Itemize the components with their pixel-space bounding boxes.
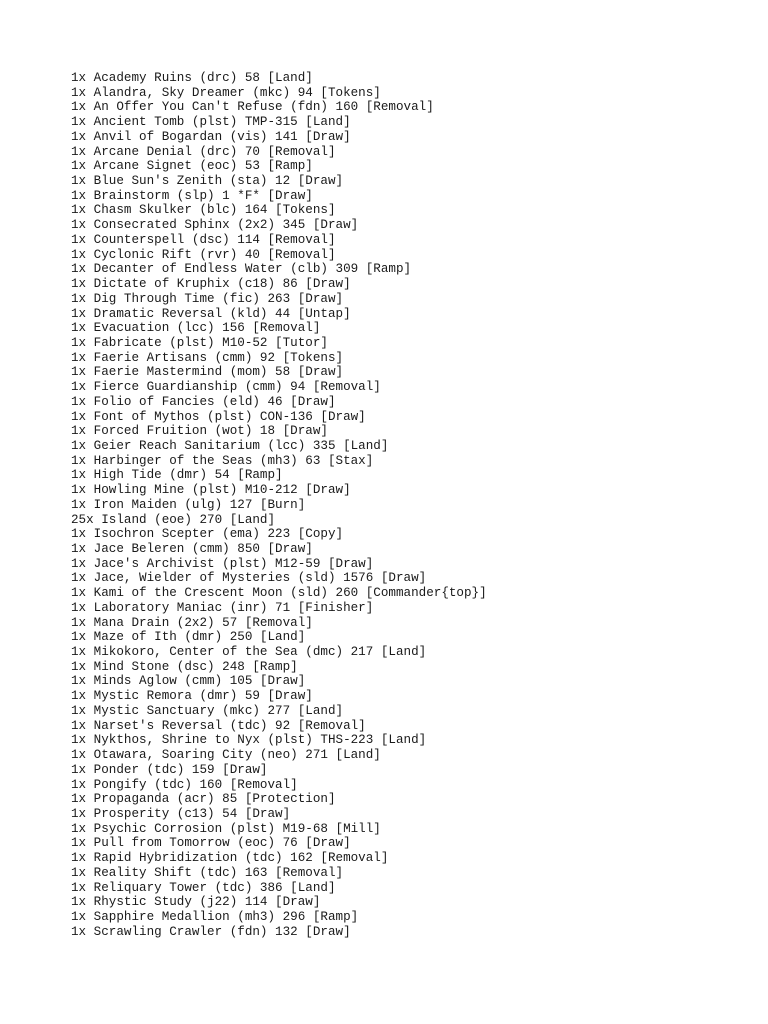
deck-list-line: 1x An Offer You Can't Refuse (fdn) 160 [Removal] xyxy=(71,100,434,115)
deck-list-line: 1x Psychic Corrosion (plst) M19-68 [Mill] xyxy=(71,821,381,836)
deck-list-line: 1x Forced Fruition (wot) 18 [Draw] xyxy=(71,424,328,439)
deck-list-line: 1x Propaganda (acr) 85 [Protection] xyxy=(71,792,336,807)
deck-list-line: 1x Mind Stone (dsc) 248 [Ramp] xyxy=(71,659,298,674)
deck-list-line: 1x Alandra, Sky Dreamer (mkc) 94 [Tokens] xyxy=(71,85,381,100)
deck-list-line: 1x Mana Drain (2x2) 57 [Removal] xyxy=(71,615,313,630)
deck-list-line: 1x Harbinger of the Seas (mh3) 63 [Stax] xyxy=(71,453,374,468)
deck-list-line: 1x Fierce Guardianship (cmm) 94 [Removal] xyxy=(71,380,381,395)
deck-list-line: 25x Island (eoe) 270 [Land] xyxy=(71,512,276,527)
deck-list-line: 1x Minds Aglow (cmm) 105 [Draw] xyxy=(71,674,306,689)
deck-list-line: 1x Jace Beleren (cmm) 850 [Draw] xyxy=(71,542,313,556)
deck-list-line: 1x Iron Maiden (ulg) 127 [Burn] xyxy=(71,497,306,512)
deck-list-line: 1x Cyclonic Rift (rvr) 40 [Removal] xyxy=(71,247,336,262)
deck-list-line: 1x Kami of the Crescent Moon (sld) 260 [Commander{top}] xyxy=(71,586,487,601)
deck-list-line: 1x Laboratory Maniac (inr) 71 [Finisher] xyxy=(71,600,374,615)
deck-list-line: 1x Decanter of Endless Water (clb) 309 [Ramp] xyxy=(71,262,412,277)
deck-list-line: 1x Sapphire Medallion (mh3) 296 [Ramp] xyxy=(71,909,359,924)
deck-list-line: 1x Evacuation (lcc) 156 [Removal] xyxy=(71,321,321,336)
deck-list-line: 1x Howling Mine (plst) M10-212 [Draw] xyxy=(71,483,351,498)
deck-list-line: 1x Ancient Tomb (plst) TMP-315 [Land] xyxy=(71,115,351,130)
deck-list-line: 1x Maze of Ith (dmr) 250 [Land] xyxy=(71,630,306,645)
deck-list-line: 1x Font of Mythos (plst) CON-136 [Draw] xyxy=(71,409,366,424)
deck-list-line: 1x Dictate of Kruphix (c18) 86 [Draw] xyxy=(71,277,351,292)
deck-list-line: 1x Arcane Denial (drc) 70 [Removal] xyxy=(71,144,336,159)
deck-list-line: 1x Faerie Artisans (cmm) 92 [Tokens] xyxy=(71,350,344,365)
deck-list-line: 1x Consecrated Sphinx (2x2) 345 [Draw] xyxy=(71,218,359,233)
deck-list-line: 1x Rapid Hybridization (tdc) 162 [Removal] xyxy=(71,851,389,866)
deck-list-line: 1x Reality Shift (tdc) 163 [Removal] xyxy=(71,865,344,880)
deck-list-line: 1x Folio of Fancies (eld) 46 [Draw] xyxy=(71,394,336,409)
deck-list-line: 1x Mystic Remora (dmr) 59 [Draw] xyxy=(71,689,313,704)
deck-list-line: 1x Nykthos, Shrine to Nyx (plst) THS-223 [Land] xyxy=(71,733,427,748)
deck-list-line: 1x Faerie Mastermind (mom) 58 [Draw] xyxy=(71,365,344,380)
deck-list-line: 1x Brainstorm (slp) 1 *F* [Draw] xyxy=(71,188,313,203)
deck-list-line: 1x Rhystic Study (j22) 114 [Draw] xyxy=(71,895,321,910)
deck-list-line: 1x Prosperity (c13) 54 [Draw] xyxy=(71,806,291,821)
deck-list-line: 1x Mikokoro, Center of the Sea (dmc) 217 [Land] xyxy=(71,645,427,660)
deck-list-line: 1x Arcane Signet (eoc) 53 [Ramp] xyxy=(71,159,313,174)
deck-list xyxy=(71,71,487,939)
deck-list-line: 1x Ponder (tdc) 159 [Draw] xyxy=(71,762,268,777)
deck-list-line: 1x Reliquary Tower (tdc) 386 [Land] xyxy=(71,880,336,895)
deck-list-line: 1x Scrawling Crawler (fdn) 132 [Draw] xyxy=(71,924,351,939)
deck-list-line: 1x Counterspell (dsc) 114 [Removal] xyxy=(71,232,336,247)
deck-list-line: 1x High Tide (dmr) 54 [Ramp] xyxy=(71,468,283,483)
deck-list-line: 1x Otawara, Soaring City (neo) 271 [Land] xyxy=(71,748,381,763)
deck-list-line: 1x Academy Ruins (drc) 58 [Land] xyxy=(71,71,313,85)
deck-list-line: 1x Isochron Scepter (ema) 223 [Copy] xyxy=(71,527,344,542)
deck-list-line: 1x Dramatic Reversal (kld) 44 [Untap] xyxy=(71,306,351,321)
deck-list-line: 1x Narset's Reversal (tdc) 92 [Removal] xyxy=(71,718,366,733)
deck-list-line: 1x Fabricate (plst) M10-52 [Tutor] xyxy=(71,335,328,350)
deck-list-line: 1x Chasm Skulker (blc) 164 [Tokens] xyxy=(71,203,336,218)
deck-list-line: 1x Blue Sun's Zenith (sta) 12 [Draw] xyxy=(71,174,344,189)
deck-list-line: 1x Jace, Wielder of Mysteries (sld) 1576 [Draw] xyxy=(71,571,427,586)
deck-list-line: 1x Dig Through Time (fic) 263 [Draw] xyxy=(71,291,344,306)
deck-list-line: 1x Pongify (tdc) 160 [Removal] xyxy=(71,777,298,792)
deck-list-line: 1x Geier Reach Sanitarium (lcc) 335 [Land] xyxy=(71,438,389,453)
deck-list-line: 1x Jace's Archivist (plst) M12-59 [Draw] xyxy=(71,556,374,571)
deck-list-line: 1x Mystic Sanctuary (mkc) 277 [Land] xyxy=(71,703,344,718)
deck-list-line: 1x Anvil of Bogardan (vis) 141 [Draw] xyxy=(71,129,351,144)
deck-list-line: 1x Pull from Tomorrow (eoc) 76 [Draw] xyxy=(71,836,351,851)
